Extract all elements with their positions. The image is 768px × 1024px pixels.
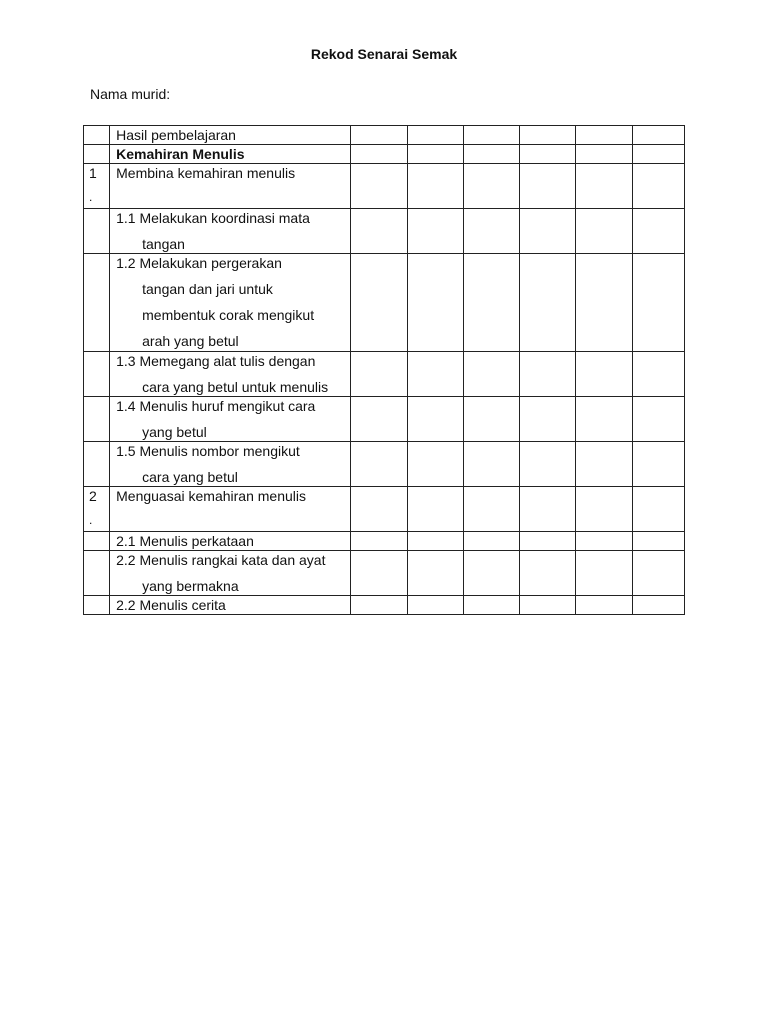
check-cell[interactable] [520,596,576,615]
num-cell [84,352,110,397]
check-cell[interactable] [576,254,632,352]
check-cell[interactable] [576,145,632,164]
check-cell[interactable] [463,209,519,254]
num-cell [84,397,110,442]
outcome-cell [110,442,351,487]
outcome-cell [110,164,351,209]
check-cell[interactable] [520,164,576,209]
check-cell[interactable] [632,551,684,596]
check-cell[interactable] [463,126,519,145]
check-cell[interactable] [576,442,632,487]
check-cell[interactable] [463,164,519,209]
row-number: 2 [89,488,97,504]
check-cell[interactable] [351,596,407,615]
outcome-text: 1.2 Melakukan pergerakan [116,255,282,271]
outcome-cell [110,352,351,397]
check-cell[interactable] [520,209,576,254]
check-cell[interactable] [407,596,463,615]
row-number-dot: . [89,513,93,527]
check-cell[interactable] [351,442,407,487]
row-number: 1 [89,165,97,181]
check-cell[interactable] [463,397,519,442]
outcome-text: 1.1 Melakukan koordinasi mata [116,210,310,226]
row-number-dot [89,532,109,538]
table-row [84,551,685,596]
check-cell[interactable] [407,126,463,145]
check-cell[interactable] [463,532,519,551]
check-cell[interactable] [463,596,519,615]
outcome-text: 1.5 Menulis nombor mengikut [116,443,300,459]
table-row [84,164,685,209]
check-cell[interactable] [351,532,407,551]
check-cell[interactable] [632,209,684,254]
outcome-text: 2.2 Menulis cerita [116,597,226,613]
check-cell[interactable] [632,397,684,442]
check-cell[interactable] [351,352,407,397]
check-cell[interactable] [407,487,463,532]
outcome-text: 2.2 Menulis rangkai kata dan ayat [116,552,326,568]
check-cell[interactable] [407,551,463,596]
outcome-text-continuation: yang bermakna [142,578,239,594]
check-cell[interactable] [520,126,576,145]
check-cell[interactable] [351,126,407,145]
outcome-cell [110,209,351,254]
check-cell[interactable] [632,352,684,397]
section-row [84,145,685,164]
table-row [84,487,685,532]
check-cell[interactable] [632,532,684,551]
check-cell[interactable] [351,254,407,352]
row-number-dot [89,596,109,602]
check-cell[interactable] [520,487,576,532]
check-cell[interactable] [576,487,632,532]
check-cell[interactable] [407,145,463,164]
check-cell[interactable] [407,352,463,397]
check-cell[interactable] [407,532,463,551]
check-cell[interactable] [576,596,632,615]
outcome-text-continuation: yang betul [142,424,207,440]
check-cell[interactable] [407,164,463,209]
row-number-dot [89,254,109,260]
outcome-text-continuation: arah yang betul [142,333,239,349]
header-cell: Hasil pembelajaran [110,126,351,145]
row-number-dot [89,352,109,358]
check-cell[interactable] [407,254,463,352]
check-cell[interactable] [351,164,407,209]
check-cell[interactable] [576,164,632,209]
check-cell[interactable] [576,126,632,145]
num-cell [84,126,110,145]
check-cell[interactable] [576,397,632,442]
check-cell[interactable] [632,145,684,164]
table-header-row [84,126,685,145]
check-cell[interactable] [463,352,519,397]
check-cell[interactable] [632,254,684,352]
check-cell[interactable] [632,487,684,532]
num-cell [84,596,110,615]
outcome-cell [110,254,351,352]
check-cell[interactable] [632,596,684,615]
num-cell [84,164,110,209]
section-title: Kemahiran Menulis [110,145,351,164]
num-cell [84,209,110,254]
outcome-text-continuation: cara yang betul [142,469,238,485]
outcome-text: 1.4 Menulis huruf mengikut cara [116,398,316,414]
table-row [84,532,685,551]
check-cell[interactable] [407,397,463,442]
check-cell[interactable] [463,487,519,532]
num-cell [84,254,110,352]
check-cell[interactable] [632,164,684,209]
check-cell[interactable] [463,442,519,487]
checklist-table [83,125,685,615]
outcome-text: Membina kemahiran menulis [116,165,296,181]
num-cell [84,487,110,532]
num-cell [84,551,110,596]
table-row [84,254,685,352]
outcome-cell [110,596,351,615]
outcome-text: 2.1 Menulis perkataan [116,533,254,549]
document-title: Rekod Senarai Semak [310,46,458,62]
check-cell[interactable] [463,551,519,596]
row-number-dot [89,397,109,403]
check-cell[interactable] [463,254,519,352]
outcome-text: 1.3 Memegang alat tulis dengan [116,353,316,369]
check-cell[interactable] [463,145,519,164]
table-row [84,442,685,487]
check-cell[interactable] [351,209,407,254]
table-row [84,352,685,397]
student-name-label: Nama murid: [90,86,171,102]
check-cell[interactable] [520,532,576,551]
check-cell[interactable] [407,442,463,487]
row-number-dot [89,442,109,448]
check-cell[interactable] [520,397,576,442]
num-cell [84,145,110,164]
table-row [84,397,685,442]
check-cell[interactable] [407,209,463,254]
outcome-cell [110,551,351,596]
check-cell[interactable] [576,209,632,254]
check-cell[interactable] [576,551,632,596]
check-cell[interactable] [520,442,576,487]
table-row [84,596,685,615]
num-cell [84,532,110,551]
row-number-dot [89,209,109,215]
outcome-text: Menguasai kemahiran menulis [116,488,306,504]
check-cell[interactable] [632,442,684,487]
check-cell[interactable] [576,532,632,551]
outcome-cell [110,397,351,442]
num-cell [84,442,110,487]
table-row [84,209,685,254]
check-cell[interactable] [520,551,576,596]
outcome-text-continuation: membentuk corak mengikut [142,307,315,323]
check-cell[interactable] [576,352,632,397]
check-cell[interactable] [351,551,407,596]
check-cell[interactable] [351,487,407,532]
check-cell[interactable] [351,397,407,442]
check-cell[interactable] [520,254,576,352]
outcome-cell [110,532,351,551]
check-cell[interactable] [520,352,576,397]
outcome-text-continuation: tangan dan jari untuk [142,281,273,297]
row-number-dot: . [89,190,93,204]
outcome-text-continuation: cara yang betul untuk menulis [142,379,329,395]
row-number-dot [89,551,109,557]
check-cell[interactable] [632,126,684,145]
outcome-cell [110,487,351,532]
check-cell[interactable] [351,145,407,164]
outcome-text-continuation: tangan [142,236,185,252]
check-cell[interactable] [520,145,576,164]
